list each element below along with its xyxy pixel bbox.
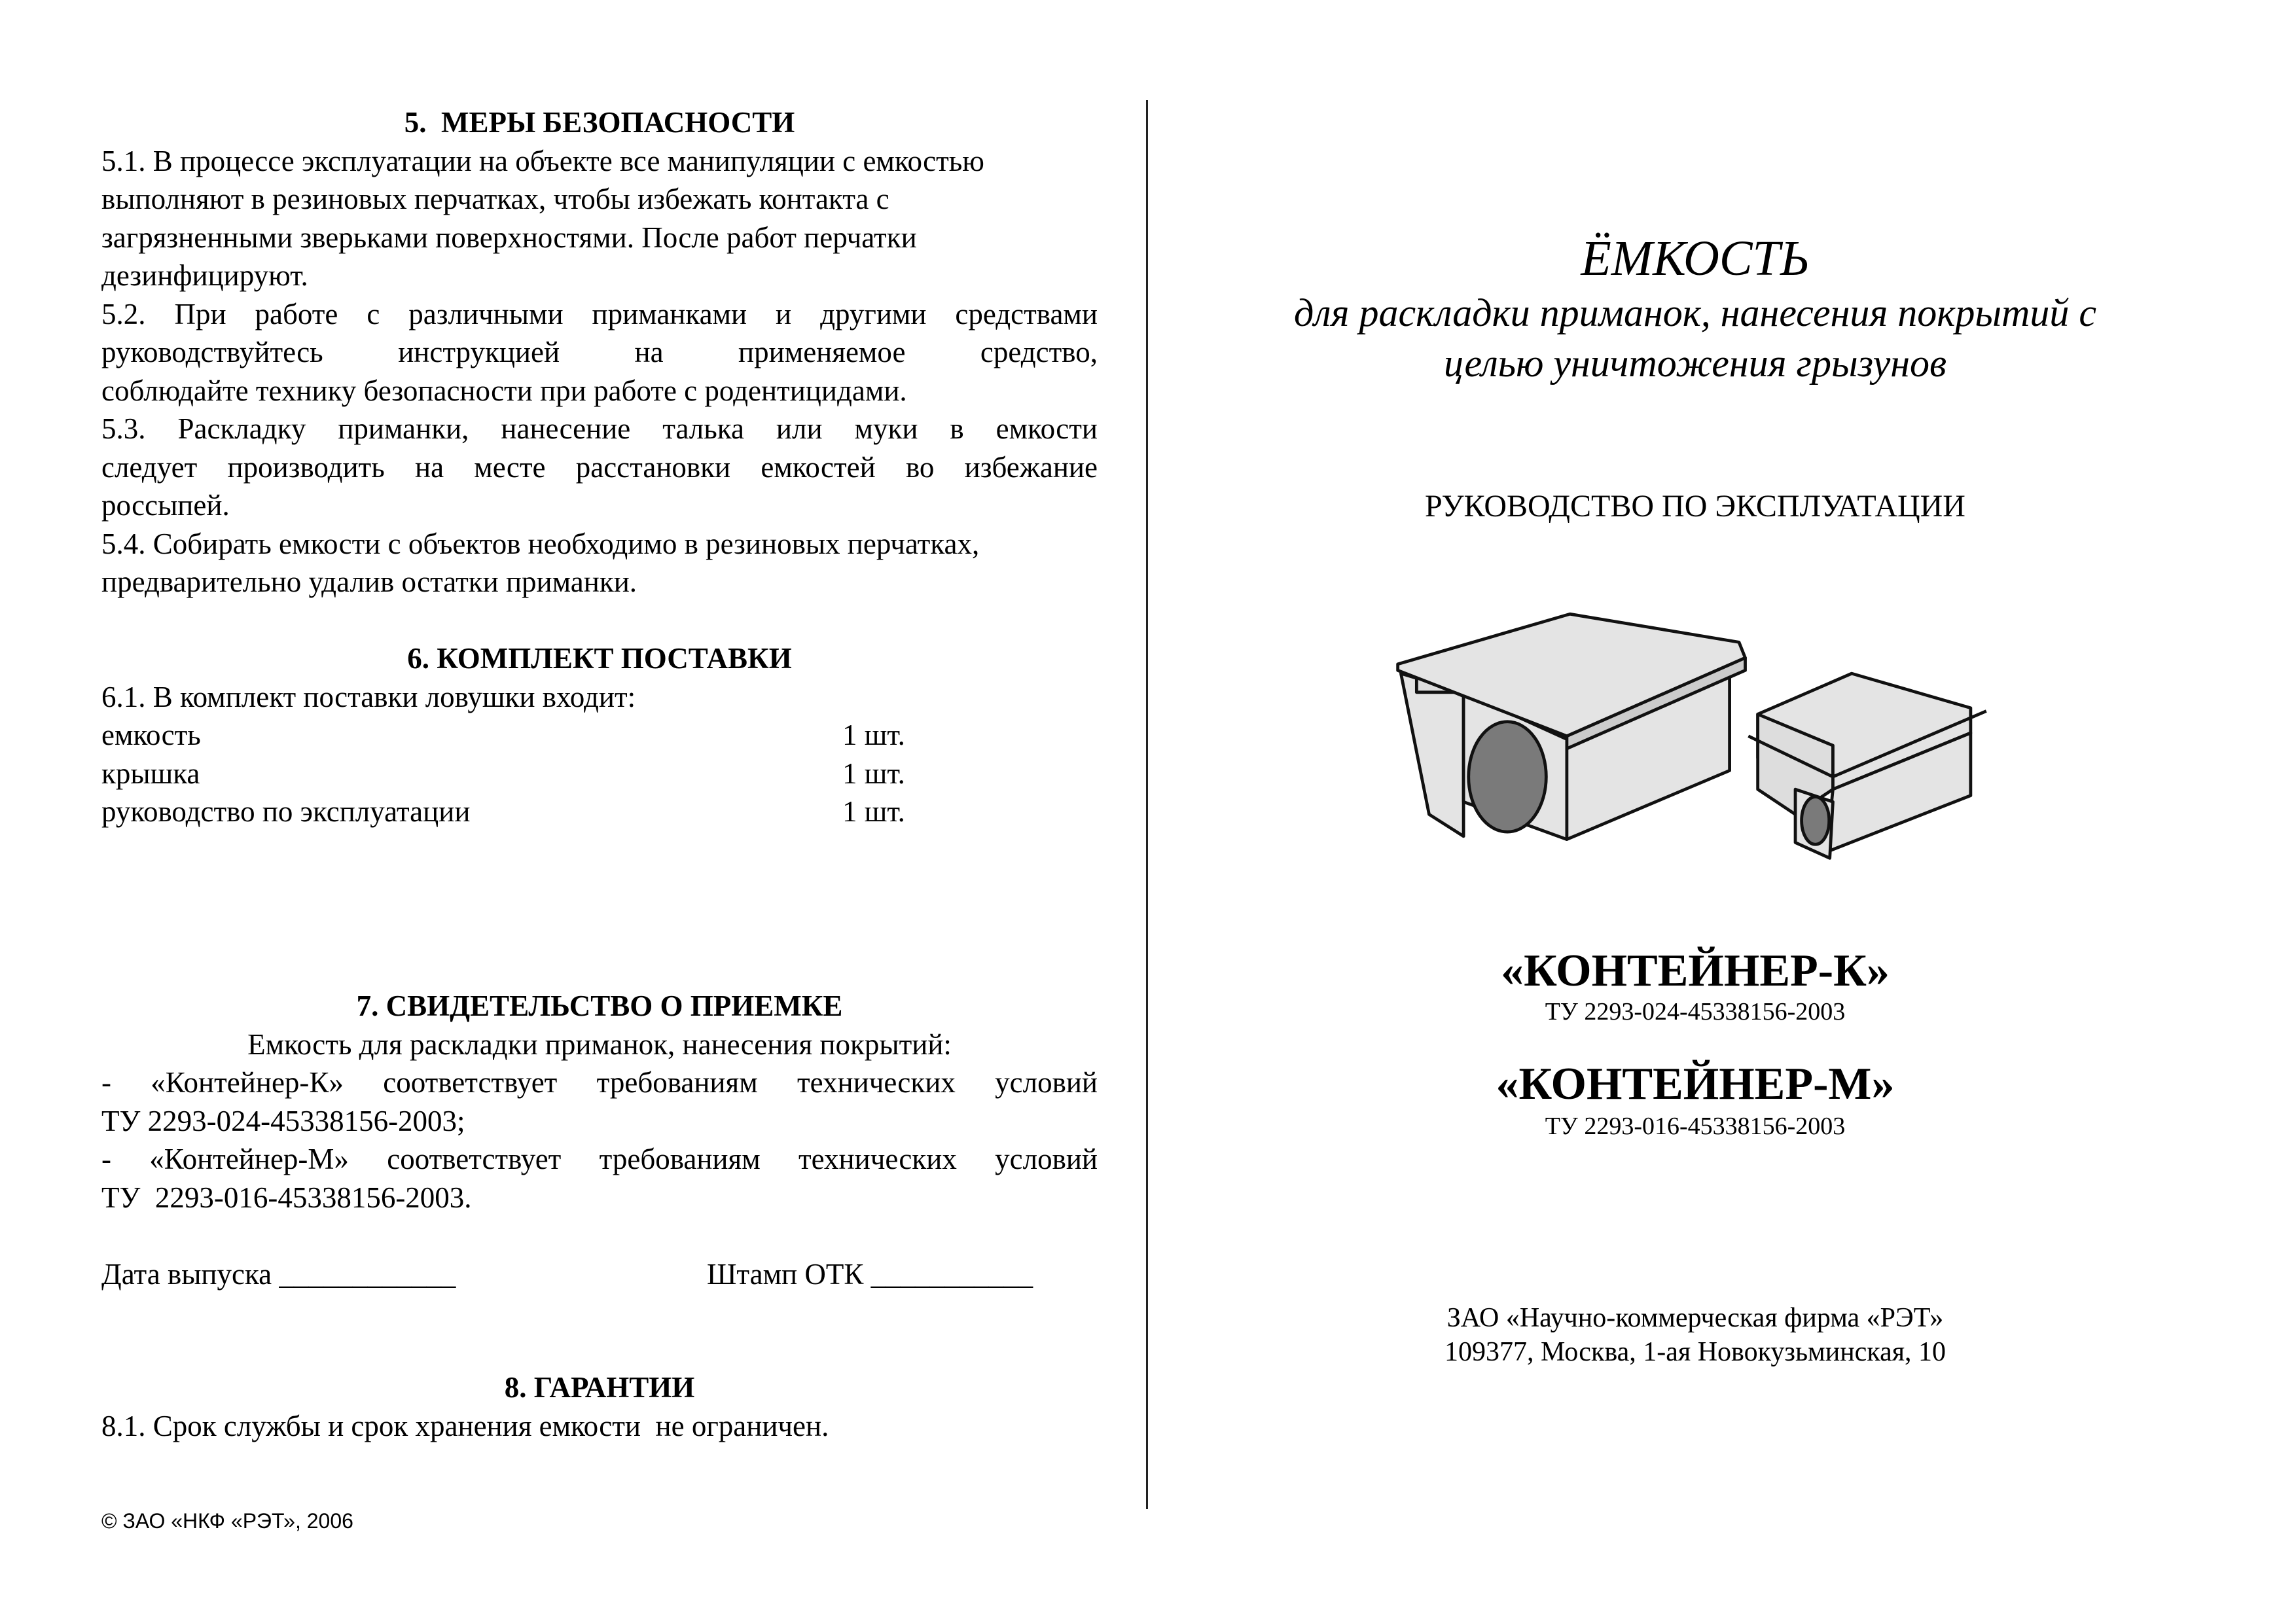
product-spec-k: ТУ 2293-024-45338156-2003 bbox=[1545, 998, 1846, 1026]
text-line: следует производить на месте расстановки емкостей во избежание bbox=[101, 450, 1098, 484]
text-line: выполняют в резиновых перчатках, чтобы избежать контакта с bbox=[101, 183, 889, 215]
fold-divider bbox=[1146, 100, 1148, 1509]
text-line: россыпей. bbox=[101, 489, 230, 522]
text-line: Емкость для раскладки приманок, нанесения покрытий: bbox=[247, 1027, 952, 1061]
containers-illustration bbox=[1361, 589, 2029, 877]
kit-item-qty: 1 шт. bbox=[842, 757, 905, 790]
text-line: руководствуйтесь инструкцией на применяемое средство, bbox=[101, 336, 1098, 368]
kit-item bbox=[101, 793, 1098, 831]
release-date-field: Дата выпуска ____________ bbox=[101, 1257, 456, 1291]
kit-item-name: емкость bbox=[101, 719, 201, 751]
otk-stamp-field: Штамп ОТК ___________ bbox=[707, 1257, 1033, 1291]
section-8-warranty bbox=[101, 1368, 1098, 1445]
company-name: ЗАО «Научно-коммерческая фирма «РЭТ» bbox=[1446, 1303, 1944, 1333]
text-line: загрязненными зверьками поверхностями. После работ перчатки bbox=[101, 221, 917, 254]
product-name-k: «КОНТЕЙНЕР-К» bbox=[1501, 946, 1890, 996]
text-line: - «Контейнер-М» соответствует требованиям технических условий bbox=[101, 1143, 1098, 1175]
text-line: ТУ 2293-024-45338156-2003; bbox=[101, 1104, 465, 1137]
section-heading: 6. КОМПЛЕКТ ПОСТАВКИ bbox=[407, 642, 792, 675]
kit-item-qty: 1 шт. bbox=[842, 795, 905, 828]
kit-item-qty: 1 шт. bbox=[842, 719, 905, 751]
kit-item bbox=[101, 755, 1098, 793]
cover-subtitle-2: целью уничтожения грызунов bbox=[1443, 342, 1947, 385]
company-address: 109377, Москва, 1-ая Новокузьминская, 10 bbox=[1444, 1337, 1946, 1367]
kit-item-name: руководство по эксплуатации bbox=[101, 795, 471, 828]
text-line: 5.4. Собирать емкости с объектов необходимо в резиновых перчатках, bbox=[101, 527, 980, 560]
text-line: соблюдайте технику безопасности при работе с родентицидами. bbox=[101, 374, 907, 407]
section-7-acceptance bbox=[101, 987, 1098, 1293]
manual-label: РУКОВОДСТВО ПО ЭКСПЛУАТАЦИИ bbox=[1425, 489, 1965, 524]
copyright: © ЗАО «НКФ «РЭТ», 2006 bbox=[101, 1509, 353, 1533]
signature-row bbox=[101, 1255, 1098, 1294]
section-heading: 5. МЕРЫ БЕЗОПАСНОСТИ bbox=[404, 106, 795, 139]
section-heading: 8. ГАРАНТИИ bbox=[504, 1371, 695, 1404]
text-line: дезинфицируют. bbox=[101, 259, 308, 292]
kit-item-name: крышка bbox=[101, 757, 200, 790]
text-line: 6.1. В комплект поставки ловушки входит: bbox=[101, 680, 636, 713]
text-line: - «Контейнер-К» соответствует требованиям технических условий bbox=[101, 1066, 1098, 1099]
text-line: предварительно удалив остатки приманки. bbox=[101, 565, 637, 598]
section-heading: 7. СВИДЕТЕЛЬСТВО О ПРИЕМКЕ bbox=[356, 990, 843, 1022]
text-line: ТУ 2293-016-45338156-2003. bbox=[101, 1181, 472, 1214]
section-5-safety bbox=[101, 103, 1098, 601]
product-name-m: «КОНТЕЙНЕР-М» bbox=[1496, 1059, 1895, 1109]
text-line: 5.2. При работе с различными приманками и другими средствами bbox=[101, 297, 1098, 330]
text-line: 8.1. Срок службы и срок хранения емкости не ограничен. bbox=[101, 1409, 829, 1442]
product-spec-m: ТУ 2293-016-45338156-2003 bbox=[1545, 1113, 1846, 1140]
cover-title: ЁМКОСТЬ bbox=[1581, 231, 1810, 286]
cover-subtitle-1: для раскладки приманок, нанесения покрытий с bbox=[1294, 291, 2096, 334]
section-6-kit bbox=[101, 639, 1098, 831]
text-line: 5.3. Раскладку приманки, нанесение талька или муки в емкости bbox=[101, 412, 1098, 445]
kit-item bbox=[101, 716, 1098, 755]
text-line: 5.1. В процессе эксплуатации на объекте все манипуляции с емкостью bbox=[101, 144, 984, 177]
